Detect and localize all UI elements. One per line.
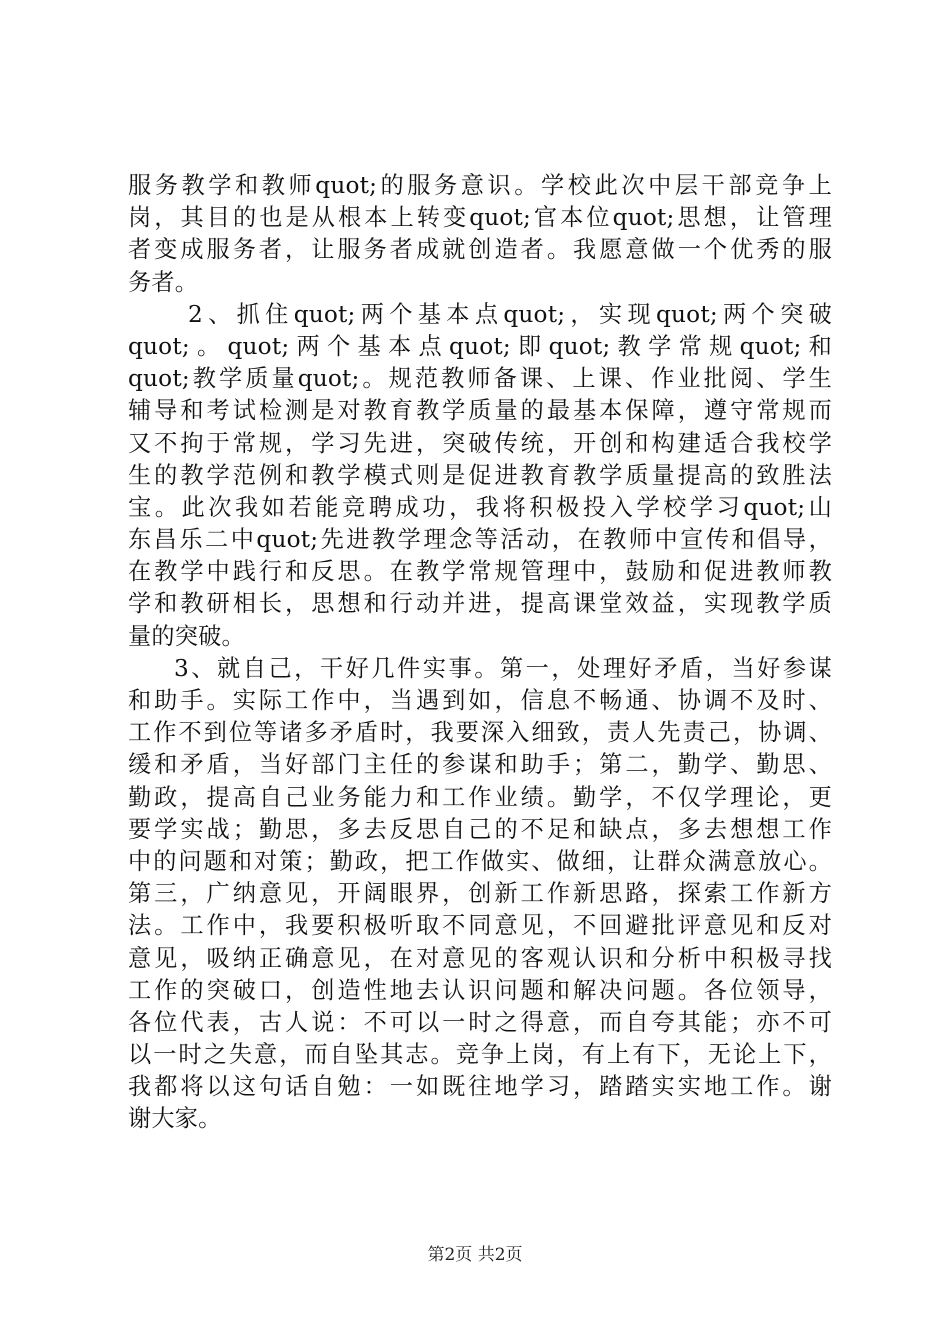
text-line: 谢大家。 [128,1105,222,1133]
text-line: 和助手。实际工作中，当遇到如，信息不畅通、协调不及时、 [128,687,832,714]
text-line: 辅导和考试检测是对教育教学质量的最基本保障，遵守常规而 [128,397,832,425]
text-line: 量的突破。 [128,622,245,650]
text-line: 勤政，提高自己业务能力和工作业绩。勤学，不仅学理论，更 [128,783,832,811]
text-line: 工作的突破口，创造性地去认识问题和解决问题。各位领导， [128,976,832,1004]
text-line: 岗，其目的也是从根本上转变quot;官本位quot;思想，让管理 [128,204,832,232]
text-line: 务者。 [128,268,199,296]
text-line: 以一时之失意，而自坠其志。竞争上岗，有上有下，无论上下， [128,1041,832,1069]
text-line: quot;。quot;两个基本点quot;即quot;教学常规quot;和 [128,332,832,360]
text-line: 意见，吸纳正确意见，在对意见的客观认识和分析中积极寻找 [128,944,832,972]
document-body [128,170,832,1136]
text-line: 工作不到位等诸多矛盾时，我要深入细致，责人先责己，协调、 [128,719,832,747]
text-line: 缓和矛盾，当好部门主任的参谋和助手；第二，勤学、勤思、 [128,751,832,779]
text-line: 在教学中践行和反思。在教学常规管理中，鼓励和促进教师教 [128,558,832,586]
text-line: 学和教研相长，思想和行动并进，提高课堂效益，实现教学质 [128,590,832,618]
text-line: 各位代表，古人说：不可以一时之得意，而自夸其能；亦不可 [128,1008,832,1036]
page-number: 第2页 共2页 [427,1245,523,1265]
text-line: 第三，广纳意见，开阔眼界，创新工作新思路，探索工作新方 [128,880,832,908]
text-line: 东昌乐二中quot;先进教学理念等活动，在教师中宣传和倡导， [128,526,832,554]
text-line: 者变成服务者，让服务者成就创造者。我愿意做一个优秀的服 [128,236,832,264]
text-line: 2、抓住quot;两个基本点quot;，实现quot;两个突破 [188,300,832,328]
text-line: 中的问题和对策；勤政，把工作做实、做细，让群众满意放心。 [128,847,832,875]
text-line: 生的教学范例和教学模式则是促进教育教学质量提高的致胜法 [128,461,832,489]
text-line: 宝。此次我如若能竞聘成功，我将积极投入学校学习quot;山 [128,493,832,521]
text-line: quot;教学质量quot;。规范教师备课、上课、作业批阅、学生 [128,365,832,393]
text-line: 又不拘于常规，学习先进，突破传统，开创和构建适合我校学 [128,429,832,457]
text-line: 法。工作中，我要积极听取不同意见，不回避批评意见和反对 [128,912,832,940]
text-line: 3、就自己，干好几件实事。第一，处理好矛盾，当好参谋 [174,654,832,682]
text-line: 我都将以这句话自勉：一如既往地学习，踏踏实实地工作。谢 [128,1073,832,1101]
text-line: 要学实战；勤思，多去反思自己的不足和缺点，多去想想工作 [128,815,832,843]
text-line: 服务教学和教师quot;的服务意识。学校此次中层干部竞争上 [128,172,832,199]
